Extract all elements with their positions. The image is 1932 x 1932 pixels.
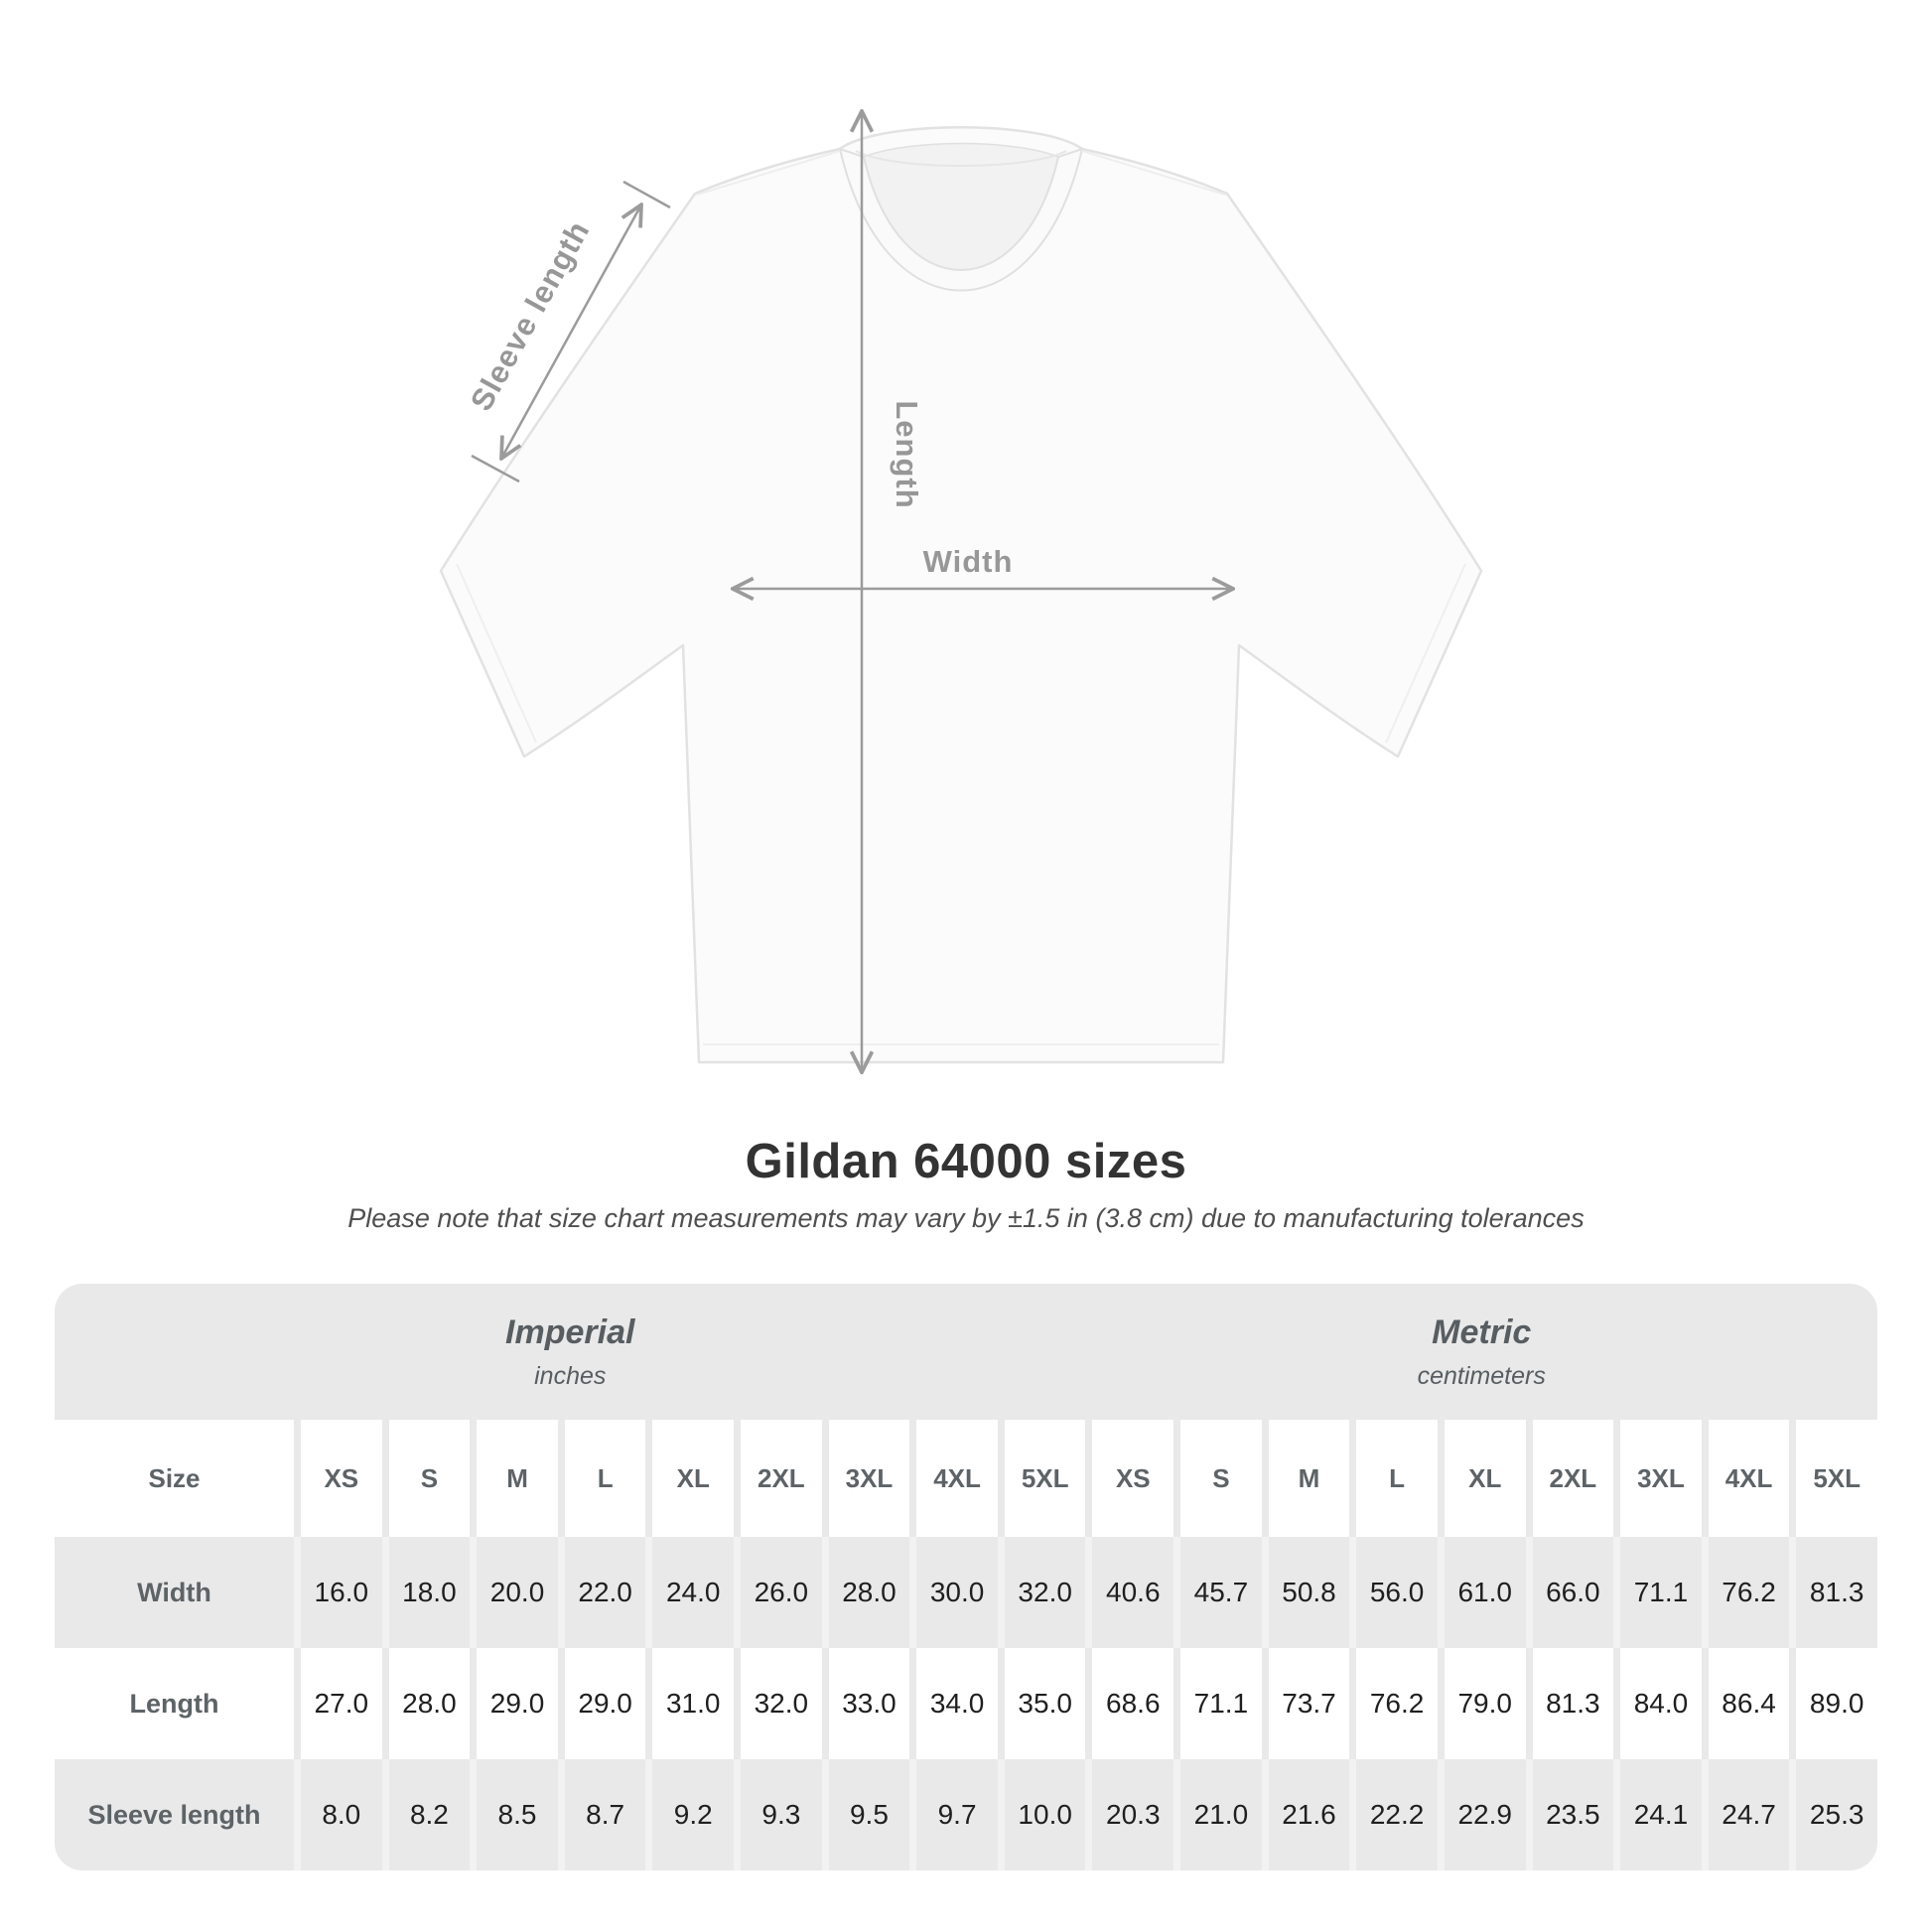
- value-cell: 86.4: [1702, 1648, 1790, 1759]
- value-cell: 61.0: [1438, 1537, 1526, 1648]
- value-cell: 9.2: [645, 1759, 734, 1870]
- value-cell: 29.0: [470, 1648, 558, 1759]
- value-cell: 84.0: [1613, 1648, 1702, 1759]
- value-cell: 24.0: [645, 1537, 734, 1648]
- value-cell: 20.0: [470, 1537, 558, 1648]
- value-cell: 18.0: [382, 1537, 471, 1648]
- value-cell: 23.5: [1526, 1759, 1614, 1870]
- size-label: 4XL: [1702, 1420, 1790, 1537]
- size-label: XS: [1085, 1420, 1173, 1537]
- size-table-card: [55, 1284, 1877, 1870]
- value-cell: 30.0: [909, 1537, 998, 1648]
- size-label: 5XL: [1789, 1420, 1877, 1537]
- value-cell: 76.2: [1349, 1648, 1438, 1759]
- value-cell: 24.7: [1702, 1759, 1790, 1870]
- value-cell: 20.3: [1085, 1759, 1173, 1870]
- size-column-header: Size: [55, 1420, 294, 1537]
- value-cell: 8.2: [382, 1759, 471, 1870]
- size-label: M: [470, 1420, 558, 1537]
- value-cell: 50.8: [1262, 1537, 1350, 1648]
- tolerance-note: Please note that size chart measurements may vary by ±1.5 in (3.8 cm) due to manufacturing tolerances: [347, 1203, 1585, 1233]
- size-label: L: [1349, 1420, 1438, 1537]
- imperial-section-header: [55, 1284, 1085, 1420]
- value-cell: 81.3: [1789, 1537, 1877, 1648]
- metric-section-header: [1085, 1284, 1877, 1420]
- value-cell: 9.7: [909, 1759, 998, 1870]
- value-cell: 32.0: [734, 1648, 822, 1759]
- page-title: Gildan 64000 sizes: [745, 1135, 1187, 1188]
- value-cell: 21.6: [1262, 1759, 1350, 1870]
- unit-system-row: [55, 1284, 1877, 1420]
- size-label: M: [1262, 1420, 1350, 1537]
- imperial-unit: inches: [534, 1361, 607, 1390]
- size-table: [55, 1284, 1877, 1870]
- size-label: 2XL: [1526, 1420, 1614, 1537]
- value-cell: 68.6: [1085, 1648, 1173, 1759]
- sleeve-length-label: Sleeve length: [463, 214, 597, 417]
- size-label: 3XL: [1613, 1420, 1702, 1537]
- metric-unit: centimeters: [1417, 1361, 1546, 1390]
- value-cell: 26.0: [734, 1537, 822, 1648]
- size-label: XL: [1438, 1420, 1526, 1537]
- row-label: Width: [55, 1537, 294, 1648]
- value-cell: 28.0: [822, 1537, 910, 1648]
- value-cell: 21.0: [1173, 1759, 1262, 1870]
- value-cell: 9.3: [734, 1759, 822, 1870]
- width-row: [55, 1537, 1877, 1648]
- value-cell: 16.0: [294, 1537, 382, 1648]
- value-cell: 29.0: [558, 1648, 646, 1759]
- value-cell: 45.7: [1173, 1537, 1262, 1648]
- value-cell: 9.5: [822, 1759, 910, 1870]
- value-cell: 32.0: [998, 1537, 1086, 1648]
- value-cell: 22.2: [1349, 1759, 1438, 1870]
- value-cell: 31.0: [645, 1648, 734, 1759]
- length-row: [55, 1648, 1877, 1759]
- row-label: Sleeve length: [55, 1759, 294, 1870]
- size-label: 4XL: [909, 1420, 998, 1537]
- value-cell: 22.9: [1438, 1759, 1526, 1870]
- sleeve-length-row: [55, 1759, 1877, 1870]
- size-label: 5XL: [998, 1420, 1086, 1537]
- size-label: XL: [645, 1420, 734, 1537]
- size-label: L: [558, 1420, 646, 1537]
- value-cell: 25.3: [1789, 1759, 1877, 1870]
- width-label: Width: [922, 544, 1014, 579]
- value-cell: 35.0: [998, 1648, 1086, 1759]
- value-cell: 76.2: [1702, 1537, 1790, 1648]
- value-cell: 10.0: [998, 1759, 1086, 1870]
- value-cell: 81.3: [1526, 1648, 1614, 1759]
- value-cell: 71.1: [1613, 1537, 1702, 1648]
- size-label: 3XL: [822, 1420, 910, 1537]
- size-label: XS: [294, 1420, 382, 1537]
- row-label: Length: [55, 1648, 294, 1759]
- value-cell: 8.7: [558, 1759, 646, 1870]
- length-label: Length: [890, 400, 924, 509]
- imperial-title: Imperial: [505, 1312, 635, 1351]
- value-cell: 28.0: [382, 1648, 471, 1759]
- value-cell: 73.7: [1262, 1648, 1350, 1759]
- size-label: S: [1173, 1420, 1262, 1537]
- value-cell: 33.0: [822, 1648, 910, 1759]
- value-cell: 27.0: [294, 1648, 382, 1759]
- heading-block: [0, 1134, 1932, 1234]
- metric-title: Metric: [1432, 1312, 1532, 1351]
- value-cell: 40.6: [1085, 1537, 1173, 1648]
- size-label: S: [382, 1420, 471, 1537]
- value-cell: 8.0: [294, 1759, 382, 1870]
- value-cell: 71.1: [1173, 1648, 1262, 1759]
- value-cell: 79.0: [1438, 1648, 1526, 1759]
- value-cell: 66.0: [1526, 1537, 1614, 1648]
- value-cell: 22.0: [558, 1537, 646, 1648]
- size-header-row: [55, 1420, 1877, 1537]
- value-cell: 89.0: [1789, 1648, 1877, 1759]
- value-cell: 8.5: [470, 1759, 558, 1870]
- value-cell: 56.0: [1349, 1537, 1438, 1648]
- value-cell: 24.1: [1613, 1759, 1702, 1870]
- size-label: 2XL: [734, 1420, 822, 1537]
- value-cell: 34.0: [909, 1648, 998, 1759]
